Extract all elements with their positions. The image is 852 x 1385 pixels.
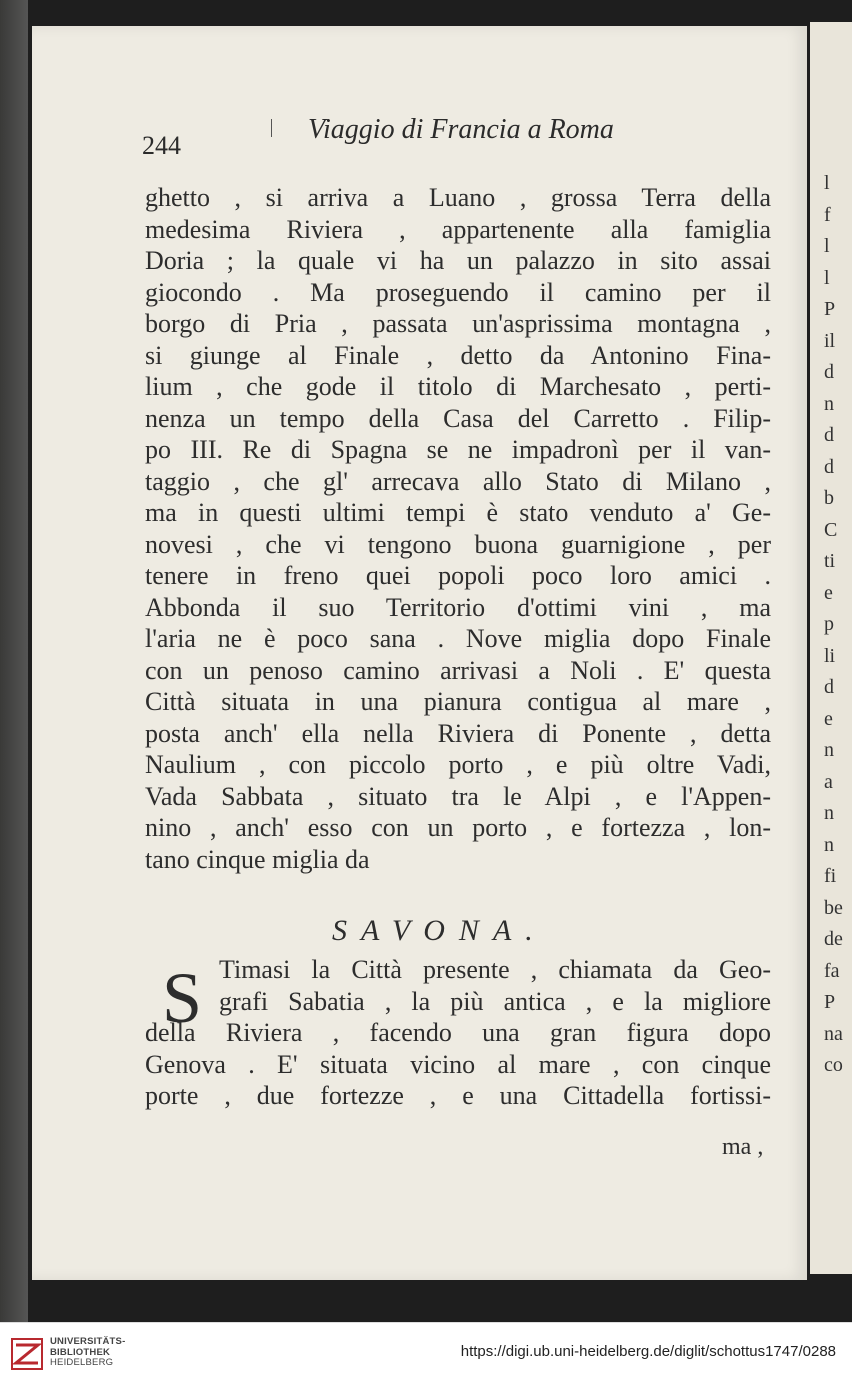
facing-page-fragment: be	[824, 896, 843, 919]
text-line: Città situata in una pianura contigua al mare ,	[145, 687, 771, 716]
text-line: si giunge al Finale , detto da Antonino Fina-	[145, 340, 771, 370]
text-line: l'aria ne è poco sana . Nove miglia dopo Finale	[145, 624, 771, 653]
facing-page-fragment: e	[824, 581, 833, 604]
text-line: Abbonda il suo Territorio d'ottimi vini , ma	[145, 592, 771, 622]
logo-line-1: UNIVERSITÄTS-	[50, 1336, 126, 1347]
book-spine-edge	[0, 0, 28, 1322]
paragraph-line: della Riviera , facendo una gran figura dopo	[145, 1018, 771, 1047]
text-line: taggio , che gl' arrecava allo Stato di Milano ,	[145, 466, 771, 496]
facing-page-fragment: f	[824, 203, 831, 226]
facing-page-fragment: a	[824, 770, 833, 793]
facing-page-edge	[810, 22, 852, 1274]
running-title: Viaggio di Francia a Roma	[308, 114, 614, 145]
text-line: po III. Re di Spagna se ne impadronì per il van-	[145, 435, 771, 464]
logo-line-2: BIBLIOTHEK	[50, 1346, 111, 1358]
facing-page-fragment: fi	[824, 865, 837, 887]
paragraph-line: grafi Sabatia , la più antica , e la migliore	[219, 986, 771, 1016]
text-line: posta anch' ella nella Riviera di Ponente , detta	[145, 718, 771, 748]
facing-page-fragment: d	[824, 455, 834, 478]
paragraph-line: porte , due fortezze , e una Cittadella fortissi-	[145, 1081, 771, 1110]
facing-page-fragment: C	[824, 518, 838, 541]
text-line: tenere in freno quei popoli poco loro amici .	[145, 561, 771, 590]
viewer-footer	[0, 1322, 852, 1385]
facing-page-fragment: fa	[824, 959, 840, 982]
facing-page-fragment: ti	[824, 550, 836, 572]
facing-page-fragment: n	[824, 802, 834, 824]
facing-page-fragment: p	[824, 613, 834, 635]
text-line: borgo di Pria , passata un'asprissima montagna ,	[145, 309, 771, 338]
university-library-logo-icon	[10, 1337, 44, 1371]
text-line: ghetto , si arriva a Luano , grossa Terra della	[145, 183, 771, 212]
text-line: ma in questi ultimi tempi è stato venduto a' Ge-	[145, 498, 771, 527]
text-line: nenza un tempo della Casa del Carretto . Filip-	[145, 403, 771, 433]
facing-page-fragment: li	[824, 644, 836, 667]
text-line: medesima Riviera , appartenente alla famiglia	[145, 214, 771, 244]
paragraph-line: Timasi la Città presente , chiamata da Geo-	[219, 955, 771, 984]
book-page	[32, 26, 807, 1280]
logo-line-3: HEIDELBERG	[50, 1357, 114, 1368]
facing-page-fragment: n	[824, 739, 834, 761]
header-rule	[271, 119, 272, 137]
permalink-url[interactable]: https://digi.ub.uni-heidelberg.de/diglit/schottus1747/0288	[460, 1343, 836, 1360]
text-line: Doria ; la quale vi ha un palazzo in sito assai	[145, 246, 771, 275]
facing-page-fragment: l	[824, 266, 830, 289]
facing-page-fragment: b	[824, 487, 834, 509]
facing-page-fragment: de	[824, 928, 843, 950]
drop-cap: S	[162, 958, 203, 1038]
text-line: Vada Sabbata , situato tra le Alpi , e l'Appen-	[145, 781, 771, 811]
facing-page-fragment: l	[824, 172, 830, 194]
library-logo-text	[50, 1337, 125, 1369]
facing-page-fragment: n	[824, 833, 834, 856]
facing-page-fragment: P	[824, 298, 836, 320]
text-line: giocondo . Ma proseguendo il camino per il	[145, 277, 771, 307]
section-heading: SAVONA.	[332, 914, 547, 947]
facing-page-fragment: d	[824, 676, 834, 698]
facing-page-fragment: d	[824, 361, 834, 383]
text-line: Naulium , con piccolo porto , e più oltre Vadi,	[145, 750, 771, 779]
text-line: novesi , che vi tengono buona guarnigione , per	[145, 529, 771, 559]
catchword: ma ,	[722, 1134, 764, 1160]
facing-page-fragment: il	[824, 329, 836, 352]
facing-page-fragment: co	[824, 1054, 843, 1076]
paragraph-line: Genova . E' situata vicino al mare , con cinque	[145, 1049, 771, 1079]
facing-page-fragment: P	[824, 991, 836, 1013]
text-line: con un penoso camino arrivasi a Noli . E' questa	[145, 655, 771, 685]
text-line: tano cinque miglia da	[145, 844, 370, 874]
text-line: lium , che gode il titolo di Marchesato , perti-	[145, 372, 771, 401]
facing-page-fragment: l	[824, 235, 830, 257]
text-line: nino , anch' esso con un porto , e fortezza , lon-	[145, 813, 771, 842]
facing-page-fragment: n	[824, 392, 834, 415]
page-number: 244	[142, 131, 181, 160]
facing-page-fragment: na	[824, 1022, 843, 1045]
facing-page-fragment: d	[824, 424, 834, 446]
facing-page-fragment: e	[824, 707, 833, 730]
